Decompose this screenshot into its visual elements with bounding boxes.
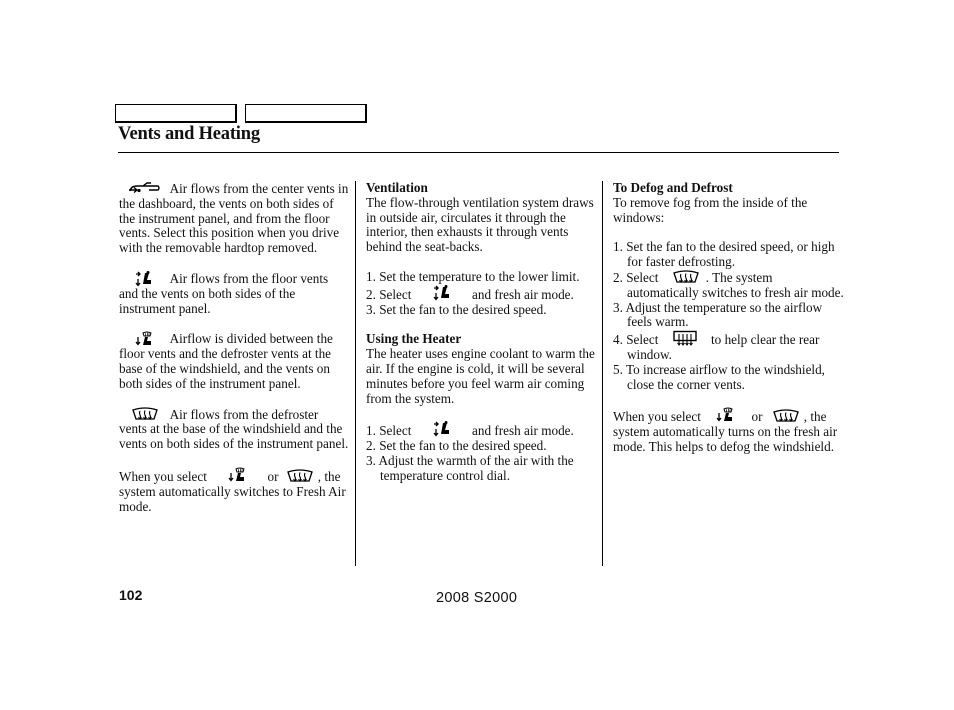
defog-step-4 xyxy=(613,330,845,363)
step-text-end: . The system automatically switches to fresh air mode. xyxy=(627,269,844,300)
step-text-end: and fresh air mode. xyxy=(472,423,574,439)
step-text-start: 1. Select xyxy=(366,423,412,439)
note-text-start: When you select xyxy=(613,409,701,425)
defog-heading: To Defog and Defrost xyxy=(613,180,733,195)
ventilation-step-3: 3. Set the fan to the desired speed. xyxy=(366,301,547,317)
title-rule xyxy=(118,152,839,153)
step-text-end: and fresh air mode. xyxy=(472,286,574,302)
defrost-mode-text: Air flows from the defroster vents at the base of the windshield and the vents on both sides of the instrument panel. xyxy=(119,406,349,452)
heater-step-3: 3. Adjust the warmth of the air with the temperature control dial. xyxy=(366,452,574,483)
floor-mode-icon xyxy=(119,271,167,285)
defog-step-2 xyxy=(613,270,845,301)
defog-text: To remove fog from the inside of the windows: xyxy=(613,194,808,225)
page-title: Vents and Heating xyxy=(118,124,260,144)
defog-step-5: 5. To increase airflow to the windshield, close the corner vents. xyxy=(613,361,825,392)
ventilation-step-2 xyxy=(366,285,598,303)
vent-mode-text: Air flows from the center vents in the dashboard, the vents on both sides of the instrument panel, and from the floor vents. Select this position when you drive with the removable hardtop removed. xyxy=(119,181,349,256)
floor-defrost-mode-icon xyxy=(119,331,167,345)
defrost-mode-paragraph xyxy=(119,407,349,452)
heater-heading: Using the Heater xyxy=(366,331,462,347)
column-defog xyxy=(613,181,845,455)
note-text-end: , the system automatically turns on the fresh air mode. This helps to defog the windshield. xyxy=(613,409,838,454)
note-or: or xyxy=(751,409,763,425)
vent-mode-icon xyxy=(119,181,167,195)
defrost-mode-icon xyxy=(119,407,167,421)
heater-step-1 xyxy=(366,421,598,439)
floor-mode-icon xyxy=(415,421,469,435)
defrost-mode-icon xyxy=(662,270,706,284)
heater-step-2: 2. Set the fan to the desired speed. xyxy=(366,438,547,454)
defog-step-3: 3. Adjust the temperature so the airflow feels warm. xyxy=(613,299,823,330)
step-text-start: 4. Select xyxy=(613,332,659,348)
note-text-start: When you select xyxy=(119,468,207,484)
column-divider-2 xyxy=(602,181,603,566)
ventilation-text: The flow-through ventilation system draws in outside air, circulates it through the interior, then exhausts it through vents behind the seat-backs. xyxy=(366,194,594,255)
note-text-end: , the system automatically switches to Fresh Air mode. xyxy=(119,468,346,514)
floor-mode-icon xyxy=(415,285,469,299)
vent-mode-paragraph xyxy=(119,181,349,256)
floor-defrost-mode-icon xyxy=(704,407,748,421)
floor-defrost-mode-icon xyxy=(210,467,264,481)
ventilation-heading: Ventilation xyxy=(366,180,428,195)
header-tab-box-2 xyxy=(245,104,367,123)
column-divider-1 xyxy=(355,181,356,566)
footer-model: 2008 S2000 xyxy=(436,590,518,606)
page-number: 102 xyxy=(119,587,143,603)
floor-mode-paragraph xyxy=(119,271,349,316)
floor-mode-text: Air flows from the floor vents and the vents on both sides of the instrument panel. xyxy=(119,270,329,316)
floor-defrost-mode-paragraph xyxy=(119,331,349,391)
step-text-start: 2. Select xyxy=(366,286,412,302)
heater-text: The heater uses engine coolant to warm the air. If the engine is cold, it will be several minutes before you feel warm air coming from the system. xyxy=(366,346,595,406)
defrost-mode-icon xyxy=(282,469,318,483)
step-text-start: 2. Select xyxy=(613,269,659,285)
auto-fresh-air-note xyxy=(119,467,349,514)
column-ventilation-heater xyxy=(366,181,598,484)
defrost-mode-icon xyxy=(766,409,804,423)
rear-defrost-icon xyxy=(662,330,708,344)
defog-step-1: 1. Set the fan to the desired speed, or high for faster defrosting. xyxy=(613,239,835,270)
note-or: or xyxy=(267,468,279,484)
ventilation-step-1: 1. Set the temperature to the lower limit. xyxy=(366,268,580,284)
defog-note xyxy=(613,407,845,454)
column-modes xyxy=(119,181,349,514)
step-text-end: to help clear the rear window. xyxy=(627,332,820,362)
header-tab-box-1 xyxy=(115,104,237,123)
floor-defrost-mode-text: Airflow is divided between the floor vents and the defroster vents at the base of the windshield, and the vents on both sides of the instrument panel. xyxy=(119,331,333,391)
